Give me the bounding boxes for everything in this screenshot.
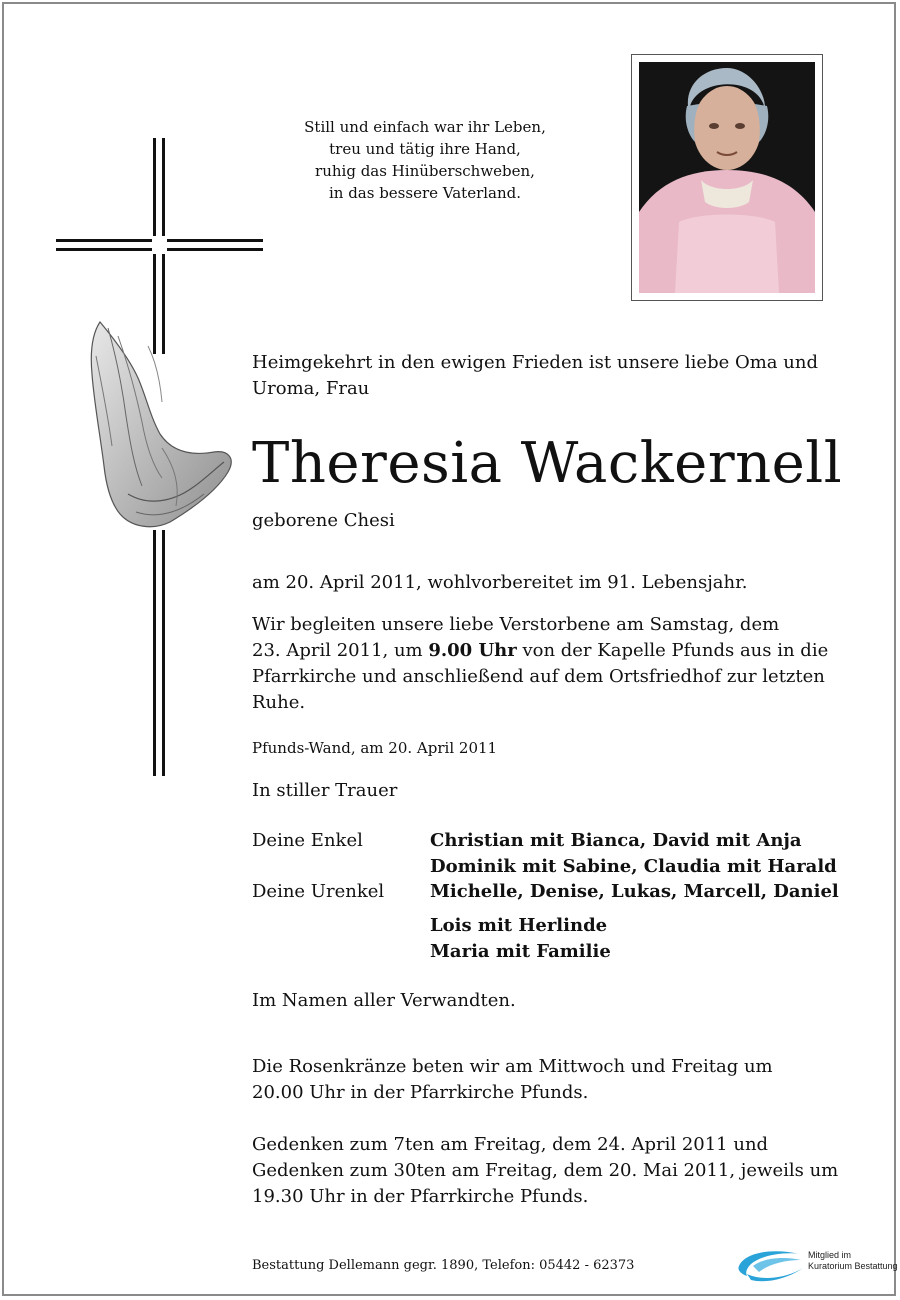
intro-line-2: Uroma, Frau [252,378,370,399]
funeral-line-2-post: von der Kapelle Pfunds aus in die [516,640,829,661]
memorial-line-1: Gedenken zum 7ten am Freitag, dem 24. April 2011 und [252,1134,769,1155]
portrait-illustration [639,62,815,293]
logo-text-line-1: Mitglied im [808,1250,852,1260]
urenkel-line: Michelle, Denise, Lukas, Marcell, Daniel [430,881,839,902]
enkel-label: Deine Enkel [252,830,363,851]
poem-line: in das bessere Vaterland. [328,184,522,202]
footer-contact: Bestattung Dellemann gegr. 1890, Telefon: 05442 - 62373 [252,1258,635,1273]
deceased-name: Theresia Wackernell [252,431,843,496]
funeral-line-2 [252,638,828,664]
birth-name: geborene Chesi [252,510,395,531]
other-line-1: Lois mit Herlinde [430,915,608,936]
urenkel-label: Deine Urenkel [252,881,385,902]
other-line-2: Maria mit Familie [430,941,611,962]
funeral-time: 9.00 Uhr [428,640,517,661]
portrait-image [639,62,815,293]
portrait-photo [631,54,823,301]
logo-text [808,1250,898,1272]
praying-hands-icon [88,316,238,531]
logo-text-line-2: Kuratorium Bestattung [808,1261,898,1271]
enkel-line-2: Dominik mit Sabine, Claudia mit Harald [430,856,837,877]
poem-line: ruhig das Hinüberschweben, [315,162,535,180]
relatives-line: Im Namen aller Verwandten. [252,990,516,1011]
death-line: am 20. April 2011, wohlvorbereitet im 91. Lebensjahr. [252,572,748,593]
mourning-heading: In stiller Trauer [252,780,398,801]
memorial-line-2: Gedenken zum 30ten am Freitag, dem 20. Mai 2011, jeweils um [252,1160,839,1181]
funeral-line-1: Wir begleiten unsere liebe Verstorbene am Samstag, dem [252,614,780,635]
poem [270,116,580,204]
rosary-line-2: 20.00 Uhr in der Pfarrkirche Pfunds. [252,1082,589,1103]
funeral-line-3: Pfarrkirche und anschließend auf dem Ortsfriedhof zur letzten [252,666,825,687]
place-date: Pfunds-Wand, am 20. April 2011 [252,739,498,757]
poem-line: treu und tätig ihre Hand, [329,140,521,158]
enkel-line-1: Christian mit Bianca, David mit Anja [430,830,802,851]
intro-line-1: Heimgekehrt in den ewigen Frieden ist unsere liebe Oma und [252,352,818,373]
rosary-line-1: Die Rosenkränze beten wir am Mittwoch und Freitag um [252,1056,773,1077]
funeral-line-2-pre: 23. April 2011, um [252,640,429,661]
poem-line: Still und einfach war ihr Leben, [304,118,546,136]
funeral-line-4: Ruhe. [252,692,306,713]
memorial-line-3: 19.30 Uhr in der Pfarrkirche Pfunds. [252,1186,589,1207]
